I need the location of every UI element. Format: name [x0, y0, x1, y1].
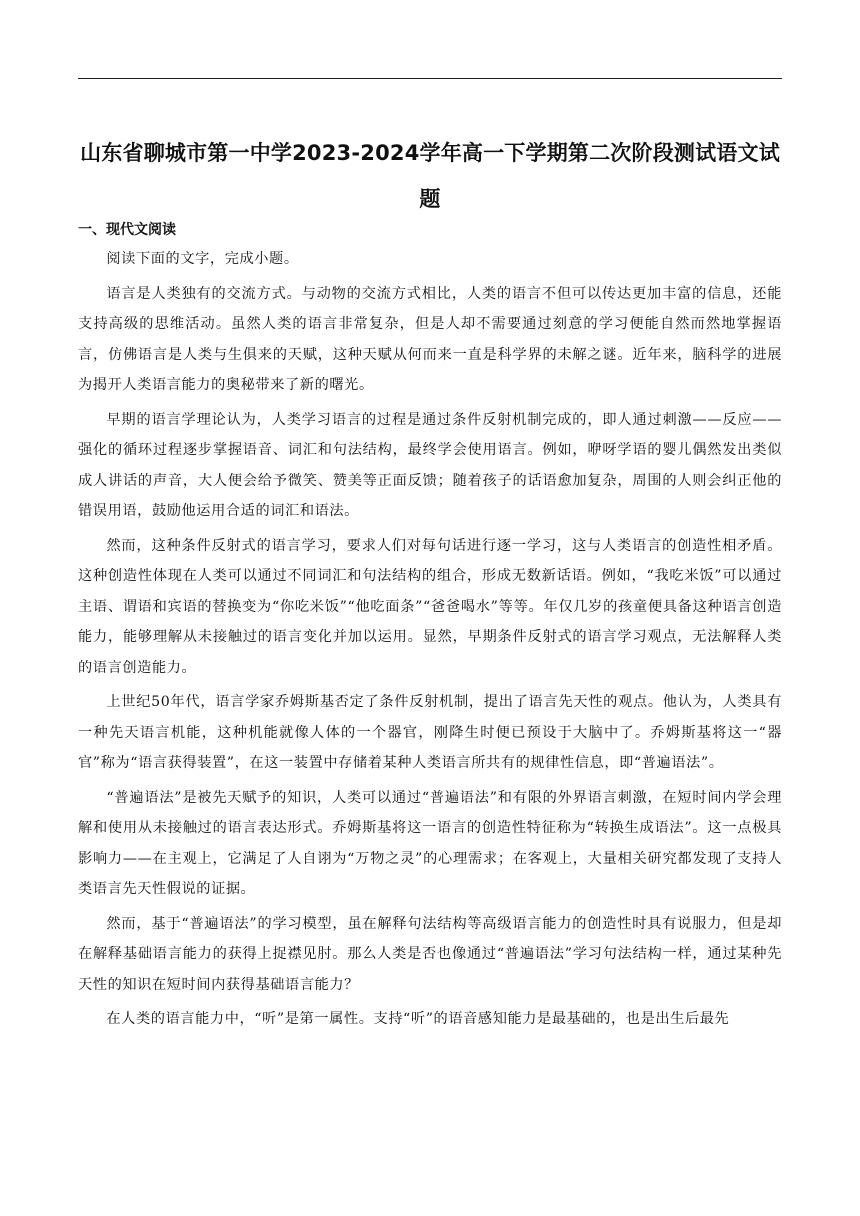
- passage-paragraph-2: 早期的语言学理论认为，人类学习语言的过程是通过条件反射机制完成的，即人通过刺激——反应——强化的循环过程逐步掌握语音、词汇和句法结构，最终学会使用语言。例如，咿呀学语的婴儿偶然发出类似成人讲话的声音，大人便会给予微笑、赞美等正面反馈；随着孩子的话语愈加复杂，周围的人则会纠正他的错误用语，鼓励他运用合适的词汇和语法。: [78, 411, 782, 519]
- document-title: 山东省聊城市第一中学2023-2024学年高一下学期第二次阶段测试语文试题: [80, 141, 780, 211]
- passage-paragraph-1: 语言是人类独有的交流方式。与动物的交流方式相比，人类的语言不但可以传达更加丰富的信息，还能支持高级的思维活动。虽然人类的语言非常复杂，但是人却不需要通过刻意的学习便能自然而然地掌握语言，仿佛语言是人类与生俱来的天赋，这种天赋从何而来一直是科学界的未解之谜。近年来，脑科学的进展为揭开人类语言能力的奥秘带来了新的曙光。: [78, 285, 782, 393]
- passage-paragraph-6: 然而，基于“普遍语法”的学习模型，虽在解释句法结构等高级语言能力的创造性时具有说服力，但是却在解释基础语言能力的获得上捉襟见肘。那么人类是否也像通过“普遍语法”学习句法结构一样，通过某种先天性的知识在短时间内获得基础语言能力？: [78, 915, 782, 993]
- passage-paragraph-5: “普遍语法”是被先天赋予的知识，人类可以通过“普遍语法”和有限的外界语言刺激，在短时间内学会理解和使用从未接触过的语言表达形式。乔姆斯基将这一语言的创造性特征称为“转换生成语法”。这一点极具影响力——在主观上，它满足了人自诩为“万物之灵”的心理需求；在客观上，大量相关研究都发现了支持人类语言先天性假说的证据。: [78, 789, 782, 897]
- document-page: [78, 0, 782, 1216]
- instruction-text: 阅读下面的文字，完成小题。: [106, 251, 299, 267]
- passage-paragraph-7: 在人类的语言能力中，“听”是第一属性。支持“听”的语音感知能力是最基础的，也是出生后最先: [106, 1011, 730, 1027]
- passage-paragraph-3: 然而，这种条件反射式的语言学习，要求人们对每句话进行逐一学习，这与人类语言的创造性相矛盾。这种创造性体现在人类可以通过不同词汇和句法结构的组合，形成无数新话语。例如，“我吃米饭”可以通过主语、谓语和宾语的替换变为“你吃米饭”“他吃面条”“爸爸喝水”等等。年仅几岁的孩童便具备这种语言创造能力，能够理解从未接触过的语言变化并加以运用。显然，早期条件反射式的语言学习观点，无法解释人类的语言创造能力。: [78, 537, 782, 676]
- reading-passage: [78, 244, 782, 1035]
- section-heading: 一、现代文阅读: [78, 222, 176, 238]
- passage-paragraph-4: 上世纪50年代，语言学家乔姆斯基否定了条件反射机制，提出了语言先天性的观点。他认为，人类具有一种先天语言机能，这种机能就像人体的一个器官，刚降生时便已预设于大脑中了。乔姆斯基将这一“器官”称为“语言获得装置”，在这一装置中存储着某种人类语言所共有的规律性信息，即“普遍语法”。: [78, 694, 782, 771]
- header-rule: [78, 78, 782, 79]
